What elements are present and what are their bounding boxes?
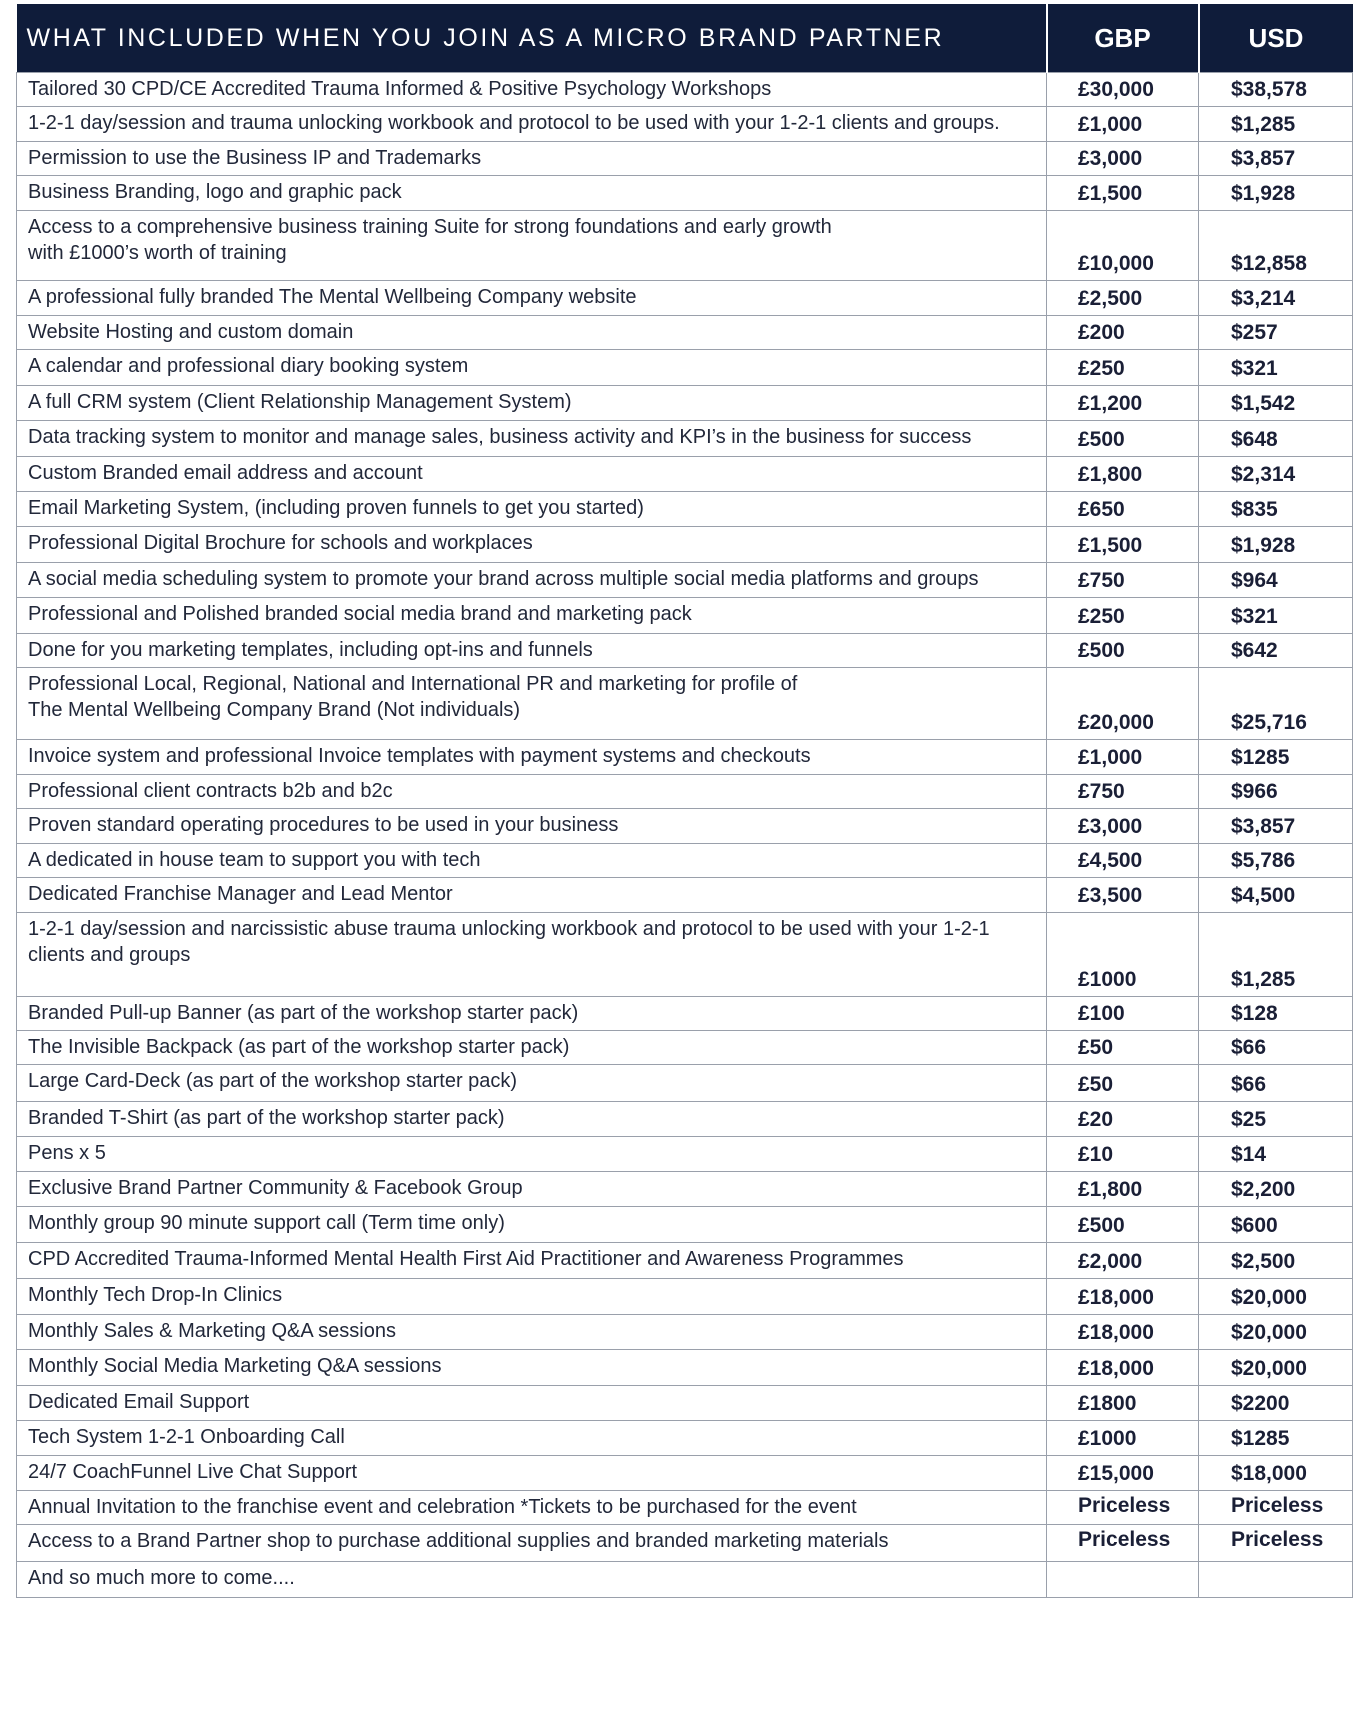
row-description: 1-2-1 day/session and narcissistic abuse trauma unlocking workbook and protocol to be used with your 1-2-1 clients and groups [17,913,1047,997]
table-row [17,457,1353,492]
table-row [17,878,1353,913]
table-row [17,1207,1353,1243]
table-row [17,1421,1353,1456]
row-usd-price: $38,578 [1199,73,1353,107]
table-row [17,142,1353,176]
row-gbp-price: £20,000 [1047,668,1199,740]
row-description: Access to a Brand Partner shop to purchase additional supplies and branded marketing materials [17,1525,1047,1562]
row-description: Invoice system and professional Invoice templates with payment systems and checkouts [17,740,1047,775]
row-usd-price: $1,285 [1199,913,1353,997]
row-description: Branded T-Shirt (as part of the workshop starter pack) [17,1102,1047,1137]
row-usd-price: $1285 [1199,1421,1353,1456]
row-gbp-price: £3,500 [1047,878,1199,913]
table-row [17,527,1353,563]
row-gbp-price: £250 [1047,350,1199,386]
row-description: Custom Branded email address and account [17,457,1047,492]
row-gbp-price: £750 [1047,563,1199,598]
row-gbp-price [1047,1562,1199,1598]
row-description: A social media scheduling system to promote your brand across multiple social media platforms and groups [17,563,1047,598]
row-gbp-price: £15,000 [1047,1456,1199,1491]
pricing-table [16,4,1353,1598]
row-gbp-price: £1000 [1047,1421,1199,1456]
row-description: Professional Digital Brochure for schools and workplaces [17,527,1047,563]
row-description: Professional Local, Regional, National and International PR and marketing for profile of The Mental Wellbeing Company Brand (Not individuals) [17,668,1047,740]
row-usd-price: $3,857 [1199,809,1353,844]
row-usd-price: $66 [1199,1031,1353,1065]
row-gbp-price: £1,500 [1047,527,1199,563]
row-usd-price: $5,786 [1199,844,1353,878]
row-usd-price: $1,542 [1199,386,1353,421]
row-description: Professional client contracts b2b and b2c [17,775,1047,809]
row-description: Tailored 30 CPD/CE Accredited Trauma Informed & Positive Psychology Workshops [17,73,1047,107]
row-gbp-price: £650 [1047,492,1199,527]
row-gbp-price: £18,000 [1047,1279,1199,1315]
table-row [17,1243,1353,1279]
table-row [17,598,1353,634]
row-usd-price: $1,928 [1199,527,1353,563]
table-row [17,176,1353,211]
row-description: CPD Accredited Trauma-Informed Mental Health First Aid Practitioner and Awareness Programmes [17,1243,1047,1279]
table-row [17,316,1353,350]
row-usd-price: $25 [1199,1102,1353,1137]
table-row [17,997,1353,1031]
row-gbp-price: £1,000 [1047,740,1199,775]
table-row [17,1031,1353,1065]
row-description: Done for you marketing templates, including opt-ins and funnels [17,634,1047,668]
row-description: Professional and Polished branded social media brand and marketing pack [17,598,1047,634]
row-gbp-price: £18,000 [1047,1315,1199,1350]
row-gbp-price: £1,500 [1047,176,1199,211]
row-gbp-price: £30,000 [1047,73,1199,107]
table-row [17,668,1353,740]
row-usd-price: $20,000 [1199,1279,1353,1315]
row-gbp-price: £1,800 [1047,1172,1199,1207]
row-gbp-price: Priceless [1047,1525,1199,1562]
table-header-row [17,4,1353,73]
row-gbp-price: £20 [1047,1102,1199,1137]
row-description: Data tracking system to monitor and manage sales, business activity and KPI’s in the business for success [17,421,1047,457]
row-gbp-price: £2,000 [1047,1243,1199,1279]
row-usd-price: $4,500 [1199,878,1353,913]
row-description: A professional fully branded The Mental Wellbeing Company website [17,281,1047,316]
row-usd-price: $18,000 [1199,1456,1353,1491]
row-usd-price: $20,000 [1199,1315,1353,1350]
table-row [17,844,1353,878]
row-usd-price: $14 [1199,1137,1353,1172]
row-description: Email Marketing System, (including proven funnels to get you started) [17,492,1047,527]
row-description: 1-2-1 day/session and trauma unlocking workbook and protocol to be used with your 1-2-1 clients and groups. [17,107,1047,142]
row-description: Dedicated Franchise Manager and Lead Mentor [17,878,1047,913]
table-row [17,634,1353,668]
row-usd-price: $1,285 [1199,107,1353,142]
row-description: And so much more to come.... [17,1562,1047,1598]
table-row [17,107,1353,142]
table-row [17,1102,1353,1137]
usd-column-header: USD [1199,4,1353,73]
row-gbp-price: £200 [1047,316,1199,350]
row-gbp-price: £1800 [1047,1386,1199,1421]
row-usd-price: $128 [1199,997,1353,1031]
table-title: WHAT INCLUDED WHEN YOU JOIN AS A MICRO BRAND PARTNER [17,4,1047,73]
row-description: Monthly Social Media Marketing Q&A sessions [17,1350,1047,1386]
row-usd-price: $2200 [1199,1386,1353,1421]
row-usd-price: $25,716 [1199,668,1353,740]
table-row [17,1456,1353,1491]
table-row [17,73,1353,107]
row-gbp-price: £750 [1047,775,1199,809]
row-gbp-price: Priceless [1047,1491,1199,1525]
row-usd-price [1199,1562,1353,1598]
row-usd-price: $257 [1199,316,1353,350]
row-usd-price: $1,928 [1199,176,1353,211]
table-row [17,211,1353,281]
row-usd-price: $3,857 [1199,142,1353,176]
row-gbp-price: £18,000 [1047,1350,1199,1386]
row-gbp-price: £1,800 [1047,457,1199,492]
row-description: The Invisible Backpack (as part of the workshop starter pack) [17,1031,1047,1065]
row-description: Monthly Tech Drop-In Clinics [17,1279,1047,1315]
row-usd-price: $66 [1199,1065,1353,1102]
table-row [17,1491,1353,1525]
row-description: Annual Invitation to the franchise event and celebration *Tickets to be purchased for the event [17,1491,1047,1525]
row-description: Monthly group 90 minute support call (Term time only) [17,1207,1047,1243]
gbp-column-header: GBP [1047,4,1199,73]
row-gbp-price: £1,200 [1047,386,1199,421]
row-gbp-price: £4,500 [1047,844,1199,878]
row-description: Permission to use the Business IP and Trademarks [17,142,1047,176]
row-usd-price: $2,500 [1199,1243,1353,1279]
row-description: A full CRM system (Client Relationship Management System) [17,386,1047,421]
row-gbp-price: £3,000 [1047,142,1199,176]
row-description: A dedicated in house team to support you with tech [17,844,1047,878]
row-usd-price: $600 [1199,1207,1353,1243]
row-description: A calendar and professional diary booking system [17,350,1047,386]
row-gbp-price: £50 [1047,1031,1199,1065]
table-row [17,775,1353,809]
row-description: Monthly Sales & Marketing Q&A sessions [17,1315,1047,1350]
row-usd-price: $964 [1199,563,1353,598]
table-row [17,421,1353,457]
row-gbp-price: £50 [1047,1065,1199,1102]
row-description: Exclusive Brand Partner Community & Facebook Group [17,1172,1047,1207]
row-usd-price: $2,200 [1199,1172,1353,1207]
row-usd-price: $642 [1199,634,1353,668]
table-row [17,740,1353,775]
table-row [17,350,1353,386]
row-usd-price: Priceless [1199,1491,1353,1525]
row-description: Branded Pull-up Banner (as part of the workshop starter pack) [17,997,1047,1031]
row-gbp-price: £500 [1047,634,1199,668]
row-gbp-price: £10 [1047,1137,1199,1172]
table-row [17,1065,1353,1102]
row-usd-price: $2,314 [1199,457,1353,492]
row-usd-price: $3,214 [1199,281,1353,316]
row-gbp-price: £500 [1047,421,1199,457]
row-gbp-price: £500 [1047,1207,1199,1243]
row-usd-price: $20,000 [1199,1350,1353,1386]
row-usd-price: $321 [1199,350,1353,386]
table-row [17,1315,1353,1350]
row-usd-price: Priceless [1199,1525,1353,1562]
table-row [17,809,1353,844]
row-gbp-price: £100 [1047,997,1199,1031]
row-description: Proven standard operating procedures to be used in your business [17,809,1047,844]
row-usd-price: $648 [1199,421,1353,457]
row-description: Access to a comprehensive business training Suite for strong foundations and early growth with £1000’s worth of training [17,211,1047,281]
row-gbp-price: £10,000 [1047,211,1199,281]
row-usd-price: $966 [1199,775,1353,809]
table-row [17,1137,1353,1172]
table-row [17,1562,1353,1598]
row-description: Business Branding, logo and graphic pack [17,176,1047,211]
row-usd-price: $1285 [1199,740,1353,775]
row-description: Tech System 1-2-1 Onboarding Call [17,1421,1047,1456]
row-description: Dedicated Email Support [17,1386,1047,1421]
table-row [17,913,1353,997]
row-description: Pens x 5 [17,1137,1047,1172]
table-row [17,386,1353,421]
row-usd-price: $835 [1199,492,1353,527]
table-row [17,492,1353,527]
table-row [17,281,1353,316]
table-row [17,1279,1353,1315]
table-row [17,1525,1353,1562]
table-row [17,1350,1353,1386]
table-row [17,1172,1353,1207]
row-gbp-price: £3,000 [1047,809,1199,844]
row-description: Large Card-Deck (as part of the workshop starter pack) [17,1065,1047,1102]
row-gbp-price: £2,500 [1047,281,1199,316]
row-gbp-price: £250 [1047,598,1199,634]
row-description: 24/7 CoachFunnel Live Chat Support [17,1456,1047,1491]
row-usd-price: $321 [1199,598,1353,634]
table-row [17,563,1353,598]
row-gbp-price: £1000 [1047,913,1199,997]
table-row [17,1386,1353,1421]
row-description: Website Hosting and custom domain [17,316,1047,350]
table-body [17,73,1353,1598]
row-usd-price: $12,858 [1199,211,1353,281]
row-gbp-price: £1,000 [1047,107,1199,142]
